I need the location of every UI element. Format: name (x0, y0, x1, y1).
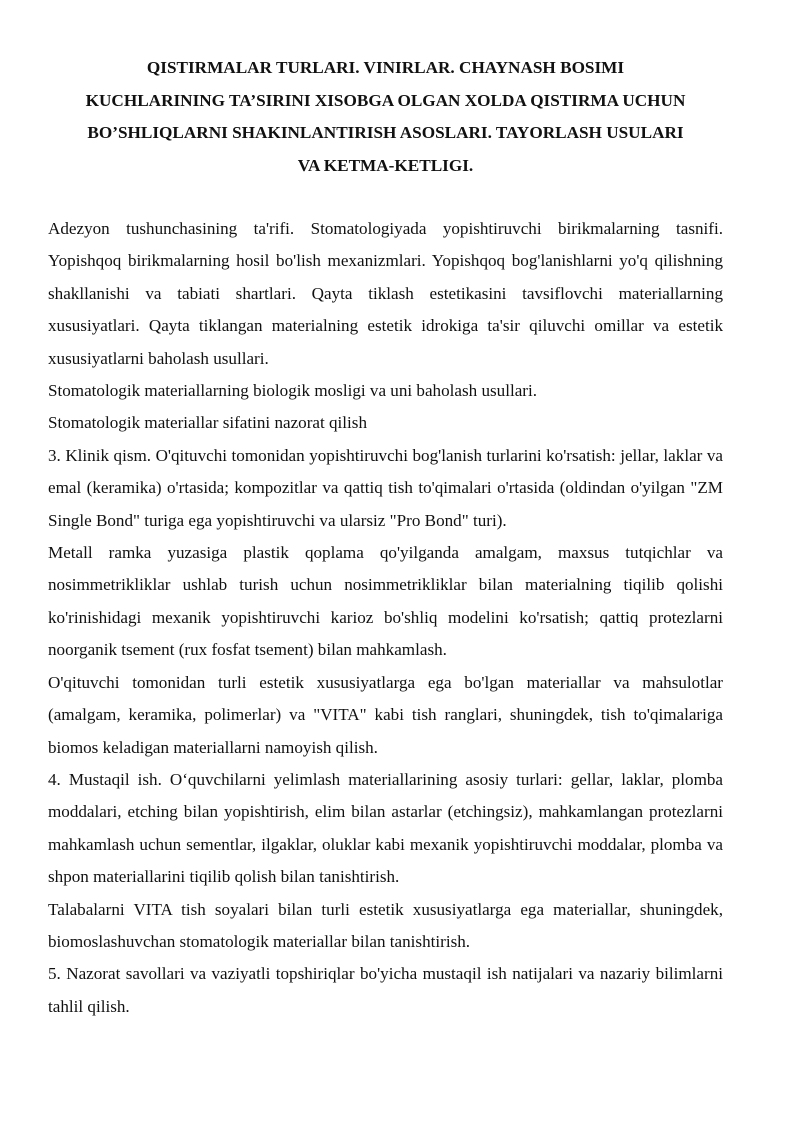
title-line: BO’SHLIQLARNI SHAKINLANTIRISH ASOSLARI. TAYORLASH USULARI (87, 123, 684, 142)
document-body (48, 213, 723, 1023)
document-title (48, 52, 723, 182)
paragraph-independent-work: 4. Mustaqil ish. O‘quvchilarni yelimlash materiallarining asosiy turlari: gellar, laklar, plomba moddalari, etching bilan yopishtirish, elim bilan astarlar (etchingsiz), mahkamlangan protezlarni mahkamlash uchun sementlar, ilgaklar, oluklar kabi mexanik yopishtiruvchi moddalar, plomba va shpon materiallarini tiqilib qolish bilan tanishtirish. (48, 769, 723, 887)
paragraph-vita-shades: Talabalarni VITA tish soyalari bilan turli estetik xususiyatlarga ega materiallar, shuningdek, biomoslashuvchan stomatologik materiallar bilan tanishtirish. (48, 899, 723, 951)
paragraph-adhesion-definition: Adezyon tushunchasining ta'rifi. Stomatologiyada yopishtiruvchi birikmalarning tasnifi. Yopishqoq birikmalarning hosil bo'lish mexanizmlari. Yopishqoq bog'lanishlarni yo'q qilishning shakllanishi va tabiati shartlari. Qayta tiklash estetikasini tavsiflovchi materiallarning xususiyatlari. Qayta tiklangan materialning estetik idrokiga ta'sir qiluvchi omillar va estetik xususiyatlarni baholash usullari. (48, 219, 723, 368)
paragraph-aesthetic-materials: O'qituvchi tomonidan turli estetik xususiyatlarga ega bo'lgan materiallar va mahsulotlar (amalgam, keramika, polimerlar) va "VITA" kabi tish ranglari, shuningdek, tish to'qimalariga biomos keladigan materiallarni namoyish qilish. (48, 672, 723, 757)
title-line: VA KETMA-KETLIGI. (297, 155, 474, 175)
paragraph-clinical-part: 3. Klinik qism. O'qituvchi tomonidan yopishtiruvchi bog'lanish turlarini ko'rsatish: jellar, laklar va emal (keramika) o'rtasida; kompozitlar va qattiq tish to'qimalari o'rtasida (oldindan o'yilgan "ZM Single Bond" turiga ega yopishtiruvchi va ularsiz "Pro Bond" turi). (48, 445, 723, 530)
title-line: KUCHLARINING TA’SIRINI XISOBGA OLGAN XOLDA QISTIRMA UCHUN (85, 90, 686, 110)
paragraph-quality-control: Stomatologik materiallar sifatini nazorat qilish (48, 413, 368, 433)
paragraph-control-questions: 5. Nazorat savollari va vaziyatli topshiriqlar bo'yicha mustaqil ish natijalari va nazariy bilimlarni tahlil qilish. (48, 964, 723, 1016)
title-line: QISTIRMALAR TURLARI. VINIRLAR. CHAYNASH BOSIMI (146, 58, 625, 77)
paragraph-mechanical-adhesion: Metall ramka yuzasiga plastik qoplama qo'yilganda amalgam, maxsus tutqichlar va nosimmetrikliklar ushlab turish uchun nosimmetrikliklar bilan materialning tiqilib qolishi ko'rinishidagi mexanik yopishtiruvchi karioz bo'shliq modelini ko'rsatish; qattiq protezlarni noorganik tsement (rux fosfat tsement) bilan mahkamlash. (48, 543, 723, 660)
paragraph-biocompatibility: Stomatologik materiallarning biologik mosligi va uni baholash usullari. (48, 381, 538, 401)
document-page (48, 52, 723, 1023)
